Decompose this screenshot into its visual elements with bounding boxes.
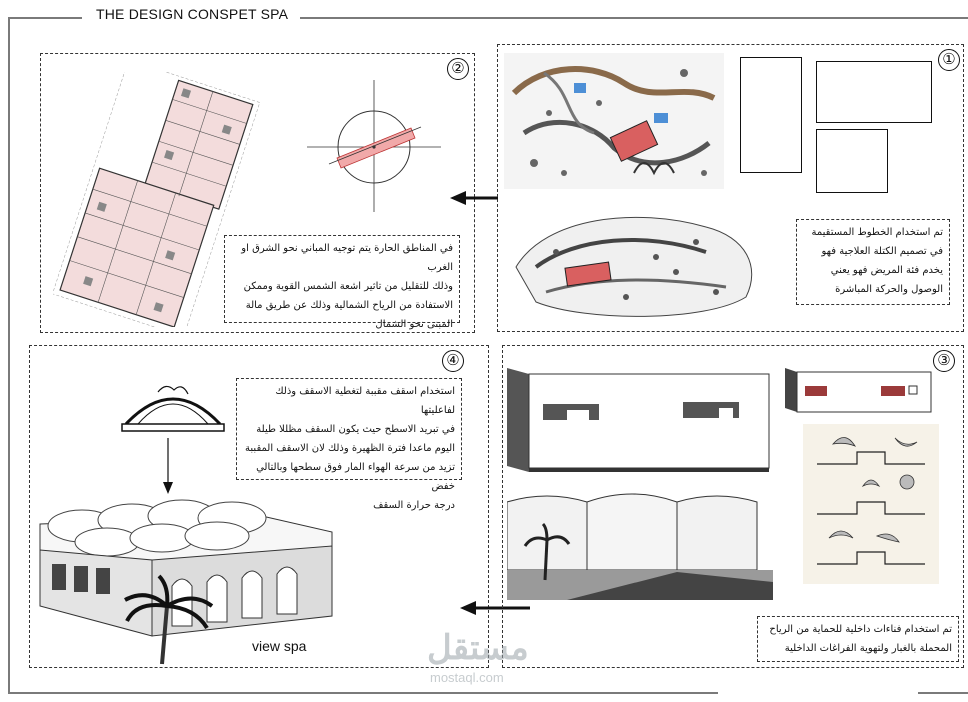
frame-left [8,17,10,693]
panel-number-1: ① [938,49,960,71]
panel-courtyards [502,345,964,668]
courtyard-small-elevation [785,364,933,414]
placeholder-frame-2 [816,61,932,123]
panel-number-4: ④ [442,350,464,372]
watermark-latin: mostaql.com [430,670,504,685]
panel-orientation [40,53,475,333]
frame-bottom-left [8,692,718,694]
panel-number-3: ③ [933,350,955,372]
dome-section-icon [118,378,228,434]
panel-master-plan [497,44,964,332]
courtyard-interior-image [507,490,773,600]
view-spa-label: view spa [252,638,307,654]
frame-top-left [8,17,82,19]
site-plan-image-top [504,53,724,189]
wind-diagram-image [803,424,939,584]
placeholder-frame-1 [740,57,802,173]
panel-2-note: في المناطق الحارة يتم توجيه المباني نحو الشرق او الغرب وذلك للتقليل من تاثير اشعة الشمس القوية وممكن الاستفادة من الرياح الشمالية وذلك عن طريق مالة المبنى نحو الشمال [224,235,460,323]
frame-top-right [300,17,968,19]
frame-bottom-right [918,692,968,694]
courtyard-elevation-image [507,368,771,472]
compass-diagram [299,72,449,217]
site-plan-image-bottom [506,197,768,325]
watermark-arabic: مستقل [427,629,529,667]
panel-3-note: تم استخدام فناءات داخلية للحماية من الرياح المحملة بالغبار ولتهوية الفراغات الداخلية [757,616,959,662]
panel-4-note: استخدام اسقف مقببة لتغطية الاسقف وذلك لفاعليتها في تبريد الاسطح حيث يكون السقف مظللا طيلة اليوم ماعدا فترة الظهيرة وذلك لان الاسقف المقببة تزيد من سرعة الهواء المار فوق سطحها وبالتالي خفض درجة حرارة السقف [236,378,462,480]
panel-domes [29,345,489,668]
arrow-left-icon [450,190,500,206]
panel-1-note: تم استخدام الخطوط المستقيمة في تصميم الكتلة العلاجية فهو يخدم فئة المريض فهو يعني الوصول والحركة المباشرة [796,219,950,305]
page-title: THE DESIGN CONSPET SPA [90,6,294,22]
placeholder-frame-3 [816,129,888,193]
panel-number-2: ② [447,58,469,80]
